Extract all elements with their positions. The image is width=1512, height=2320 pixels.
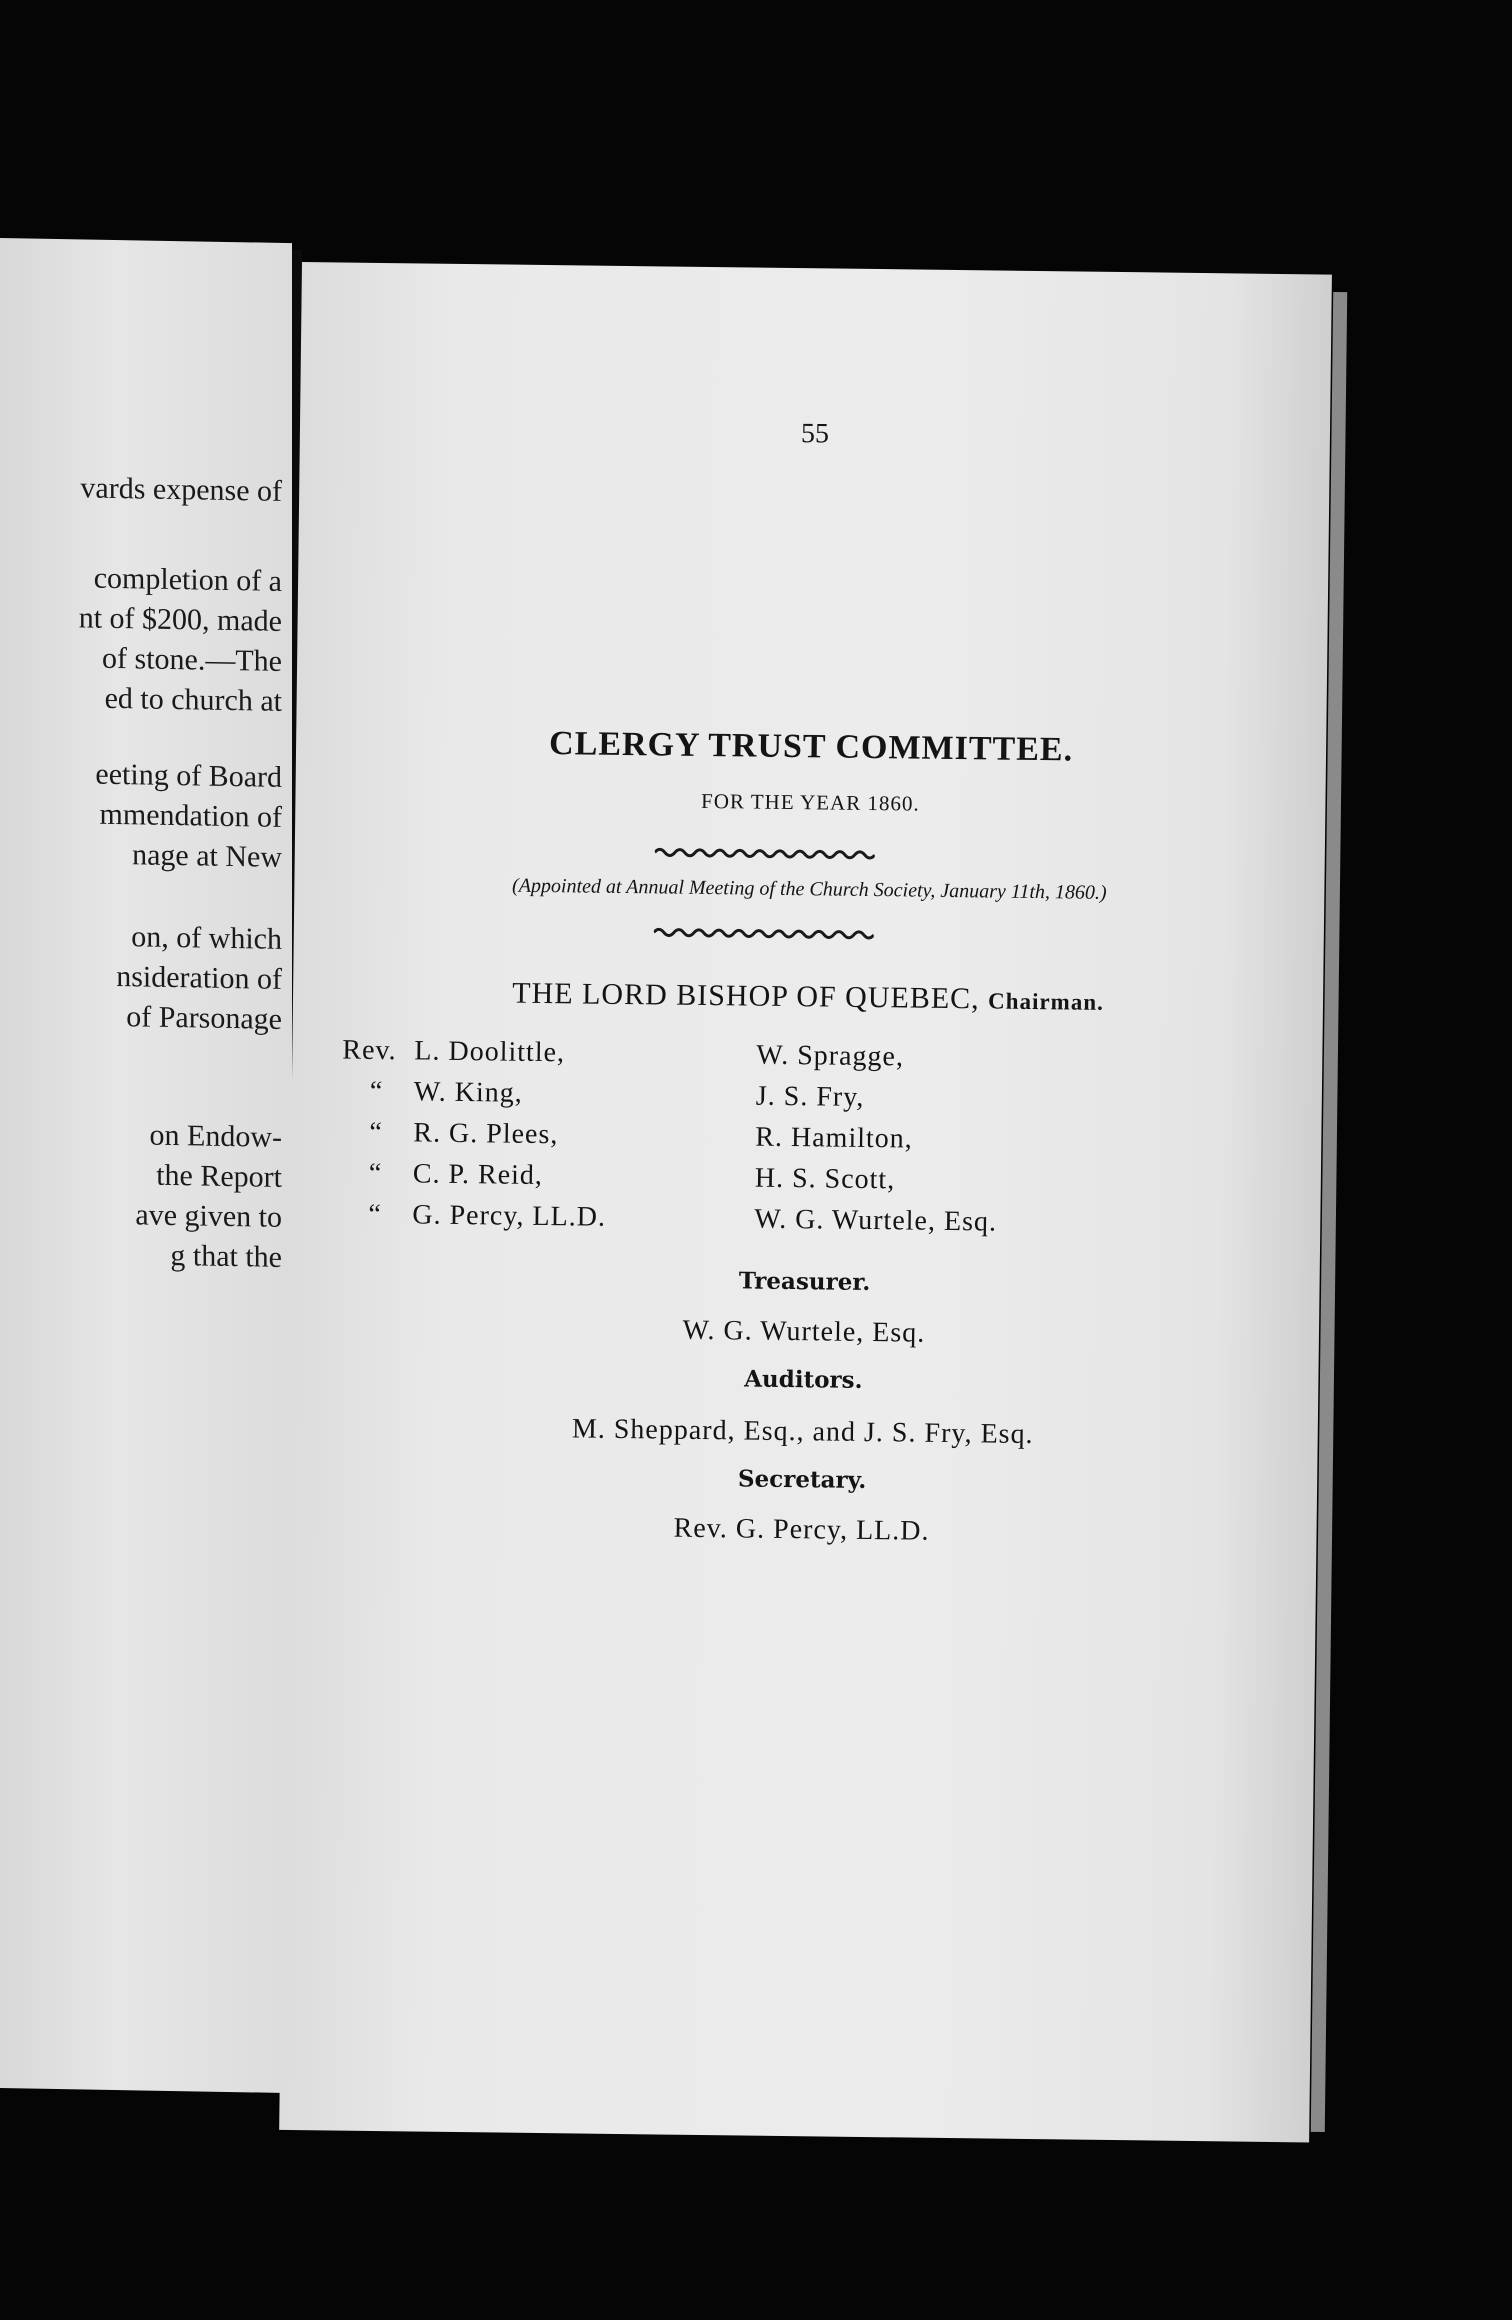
chairman-role: Chairman. bbox=[987, 988, 1104, 1015]
left-page-line: of stone.—The bbox=[102, 641, 282, 678]
left-page-line: ave given to bbox=[135, 1198, 282, 1234]
left-page-line: vards expense of bbox=[80, 471, 282, 508]
member-prefix: Rev. bbox=[342, 1034, 397, 1067]
page-number: 55 bbox=[800, 418, 830, 450]
member-right-name: W. G. Wurtele, Esq. bbox=[754, 1203, 998, 1238]
wavy-rule-ornament bbox=[654, 924, 874, 943]
left-page-line: on, of which bbox=[131, 920, 282, 956]
left-page-line: nage at New bbox=[132, 838, 282, 874]
chairman-name: THE LORD BISHOP OF QUEBEC, bbox=[512, 976, 980, 1016]
secretary-name: Rev. G. Percy, LL.D. bbox=[673, 1512, 930, 1547]
right-page bbox=[279, 262, 1332, 2142]
left-page-line: nsideration of bbox=[116, 960, 282, 996]
left-page-line: ed to church at bbox=[104, 681, 282, 718]
left-page-line: nt of $200, made bbox=[78, 601, 282, 638]
member-left-name: L. Doolittle, bbox=[414, 1035, 566, 1069]
member-left-name: W. King, bbox=[413, 1076, 523, 1109]
treasurer-name: W. G. Wurtele, Esq. bbox=[682, 1314, 926, 1349]
member-right-name: H. S. Scott, bbox=[754, 1162, 896, 1196]
left-page bbox=[0, 238, 292, 2093]
member-prefix: “ bbox=[369, 1116, 383, 1149]
member-prefix: “ bbox=[369, 1075, 384, 1108]
page-subtitle: FOR THE YEAR 1860. bbox=[700, 788, 920, 816]
left-page-line: completion of a bbox=[93, 561, 282, 598]
left-page-line: g that the bbox=[170, 1238, 282, 1274]
chairman-line bbox=[293, 974, 1323, 1021]
left-page-line: eeting of Board bbox=[95, 757, 282, 794]
auditors-names: M. Sheppard, Esq., and J. S. Fry, Esq. bbox=[571, 1413, 1034, 1451]
members-list bbox=[340, 1035, 1302, 1252]
left-page-line: of Parsonage bbox=[126, 1000, 282, 1036]
member-left-name: R. G. Plees, bbox=[413, 1117, 559, 1151]
left-page-line: on Endow- bbox=[149, 1118, 282, 1154]
wavy-rule-ornament bbox=[655, 844, 875, 863]
member-right-name: W. Spragge, bbox=[756, 1039, 905, 1073]
auditors-heading: Auditors. bbox=[744, 1365, 863, 1394]
left-page-line: mmendation of bbox=[99, 797, 282, 834]
member-left-name: G. Percy, LL.D. bbox=[412, 1199, 607, 1233]
appointed-note: (Appointed at Annual Meeting of the Church Society, January 11th, 1860.) bbox=[511, 874, 1107, 904]
member-prefix: “ bbox=[368, 1157, 383, 1190]
left-page-line: the Report bbox=[156, 1158, 282, 1194]
member-right-name: R. Hamilton, bbox=[755, 1121, 913, 1155]
treasurer-heading: Treasurer. bbox=[738, 1267, 871, 1297]
member-right-name: J. S. Fry, bbox=[755, 1080, 865, 1113]
member-prefix: “ bbox=[368, 1198, 382, 1231]
member-left-name: C. P. Reid, bbox=[412, 1158, 544, 1192]
page-title: CLERGY TRUST COMMITTEE. bbox=[548, 725, 1074, 769]
secretary-heading: Secretary. bbox=[737, 1465, 867, 1494]
